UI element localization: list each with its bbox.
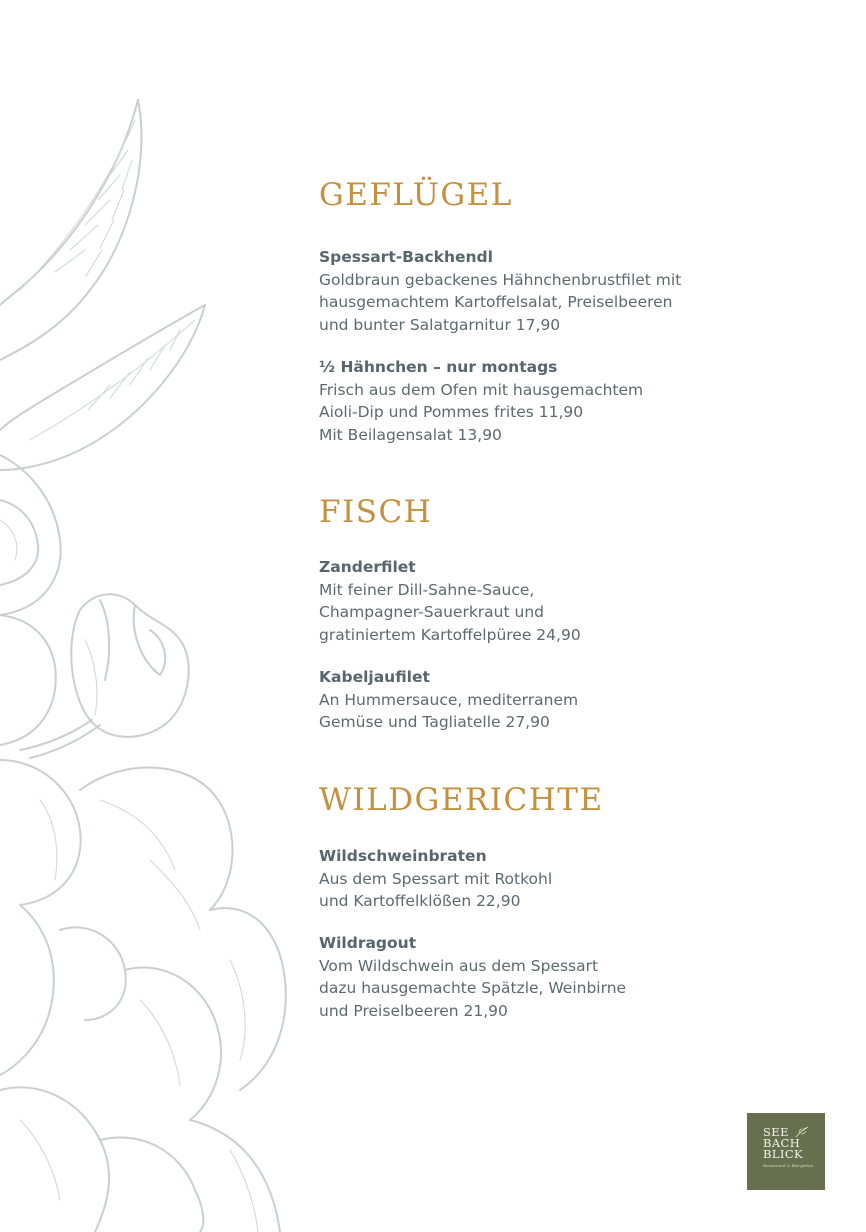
dish-description-line: Aioli-Dip und Pommes frites 11,90 xyxy=(319,403,584,421)
dish-description-line: Gemüse und Tagliatelle 27,90 xyxy=(319,713,550,731)
dish-description-line: Vom Wildschwein aus dem Spessart xyxy=(319,956,599,975)
dish-description-line: und Preiselbeeren 21,90 xyxy=(319,1001,508,1020)
logo-tagline: Restaurant & Biergarten xyxy=(763,1163,814,1168)
dish-description-line: Aus dem Spessart mit Rotkohl xyxy=(319,869,553,888)
dish-item xyxy=(319,246,839,336)
dish-item xyxy=(319,845,839,913)
dish-description-line: Goldbraun gebackenes Hähnchenbrustfilet mit xyxy=(319,270,682,289)
section-title-fisch: FISCH xyxy=(319,494,433,530)
dish-name: Wildragout xyxy=(319,934,417,952)
logo-word: BACH xyxy=(763,1136,801,1150)
dish-item xyxy=(319,356,839,446)
dish-description-line: An Hummersauce, mediterranem xyxy=(319,690,579,709)
dish-description-line: Champagner-Sauerkraut und xyxy=(319,603,544,621)
dish-name: ½ Hähnchen – nur montags xyxy=(319,358,558,376)
dish-item xyxy=(319,932,839,1022)
section-title-wildgerichte: WILDGERICHTE xyxy=(319,782,604,818)
dish-description-line: Mit feiner Dill-Sahne-Sauce, xyxy=(319,580,535,599)
floral-illustration xyxy=(0,0,300,1232)
dish-name: Wildschweinbraten xyxy=(319,847,487,865)
dish-item xyxy=(319,556,839,646)
logo-word: BLICK xyxy=(763,1147,804,1161)
seebachblick-logo xyxy=(747,1113,825,1190)
dish-item xyxy=(319,666,839,734)
dish-name: Zanderfilet xyxy=(319,558,416,576)
dish-description-line: dazu hausgemachte Spätzle, Weinbirne xyxy=(319,979,627,997)
dish-description-line: hausgemachtem Kartoffelsalat, Preiselbeeren xyxy=(319,293,673,311)
dish-description-line: Frisch aus dem Ofen mit hausgemachtem xyxy=(319,380,644,399)
dish-description-line: und Kartoffelklößen 22,90 xyxy=(319,892,521,910)
logo-word: SEE xyxy=(763,1125,789,1139)
sprig-icon xyxy=(795,1126,809,1138)
section-title-gefluegel: GEFLÜGEL xyxy=(319,177,513,213)
dish-description-line: gratiniertem Kartoffelpüree 24,90 xyxy=(319,625,581,644)
dish-description-line: Mit Beilagensalat 13,90 xyxy=(319,425,502,444)
dish-name: Spessart-Backhendl xyxy=(319,248,493,266)
dish-name: Kabeljaufilet xyxy=(319,668,430,686)
dish-description-line: und bunter Salatgarnitur 17,90 xyxy=(319,315,561,334)
